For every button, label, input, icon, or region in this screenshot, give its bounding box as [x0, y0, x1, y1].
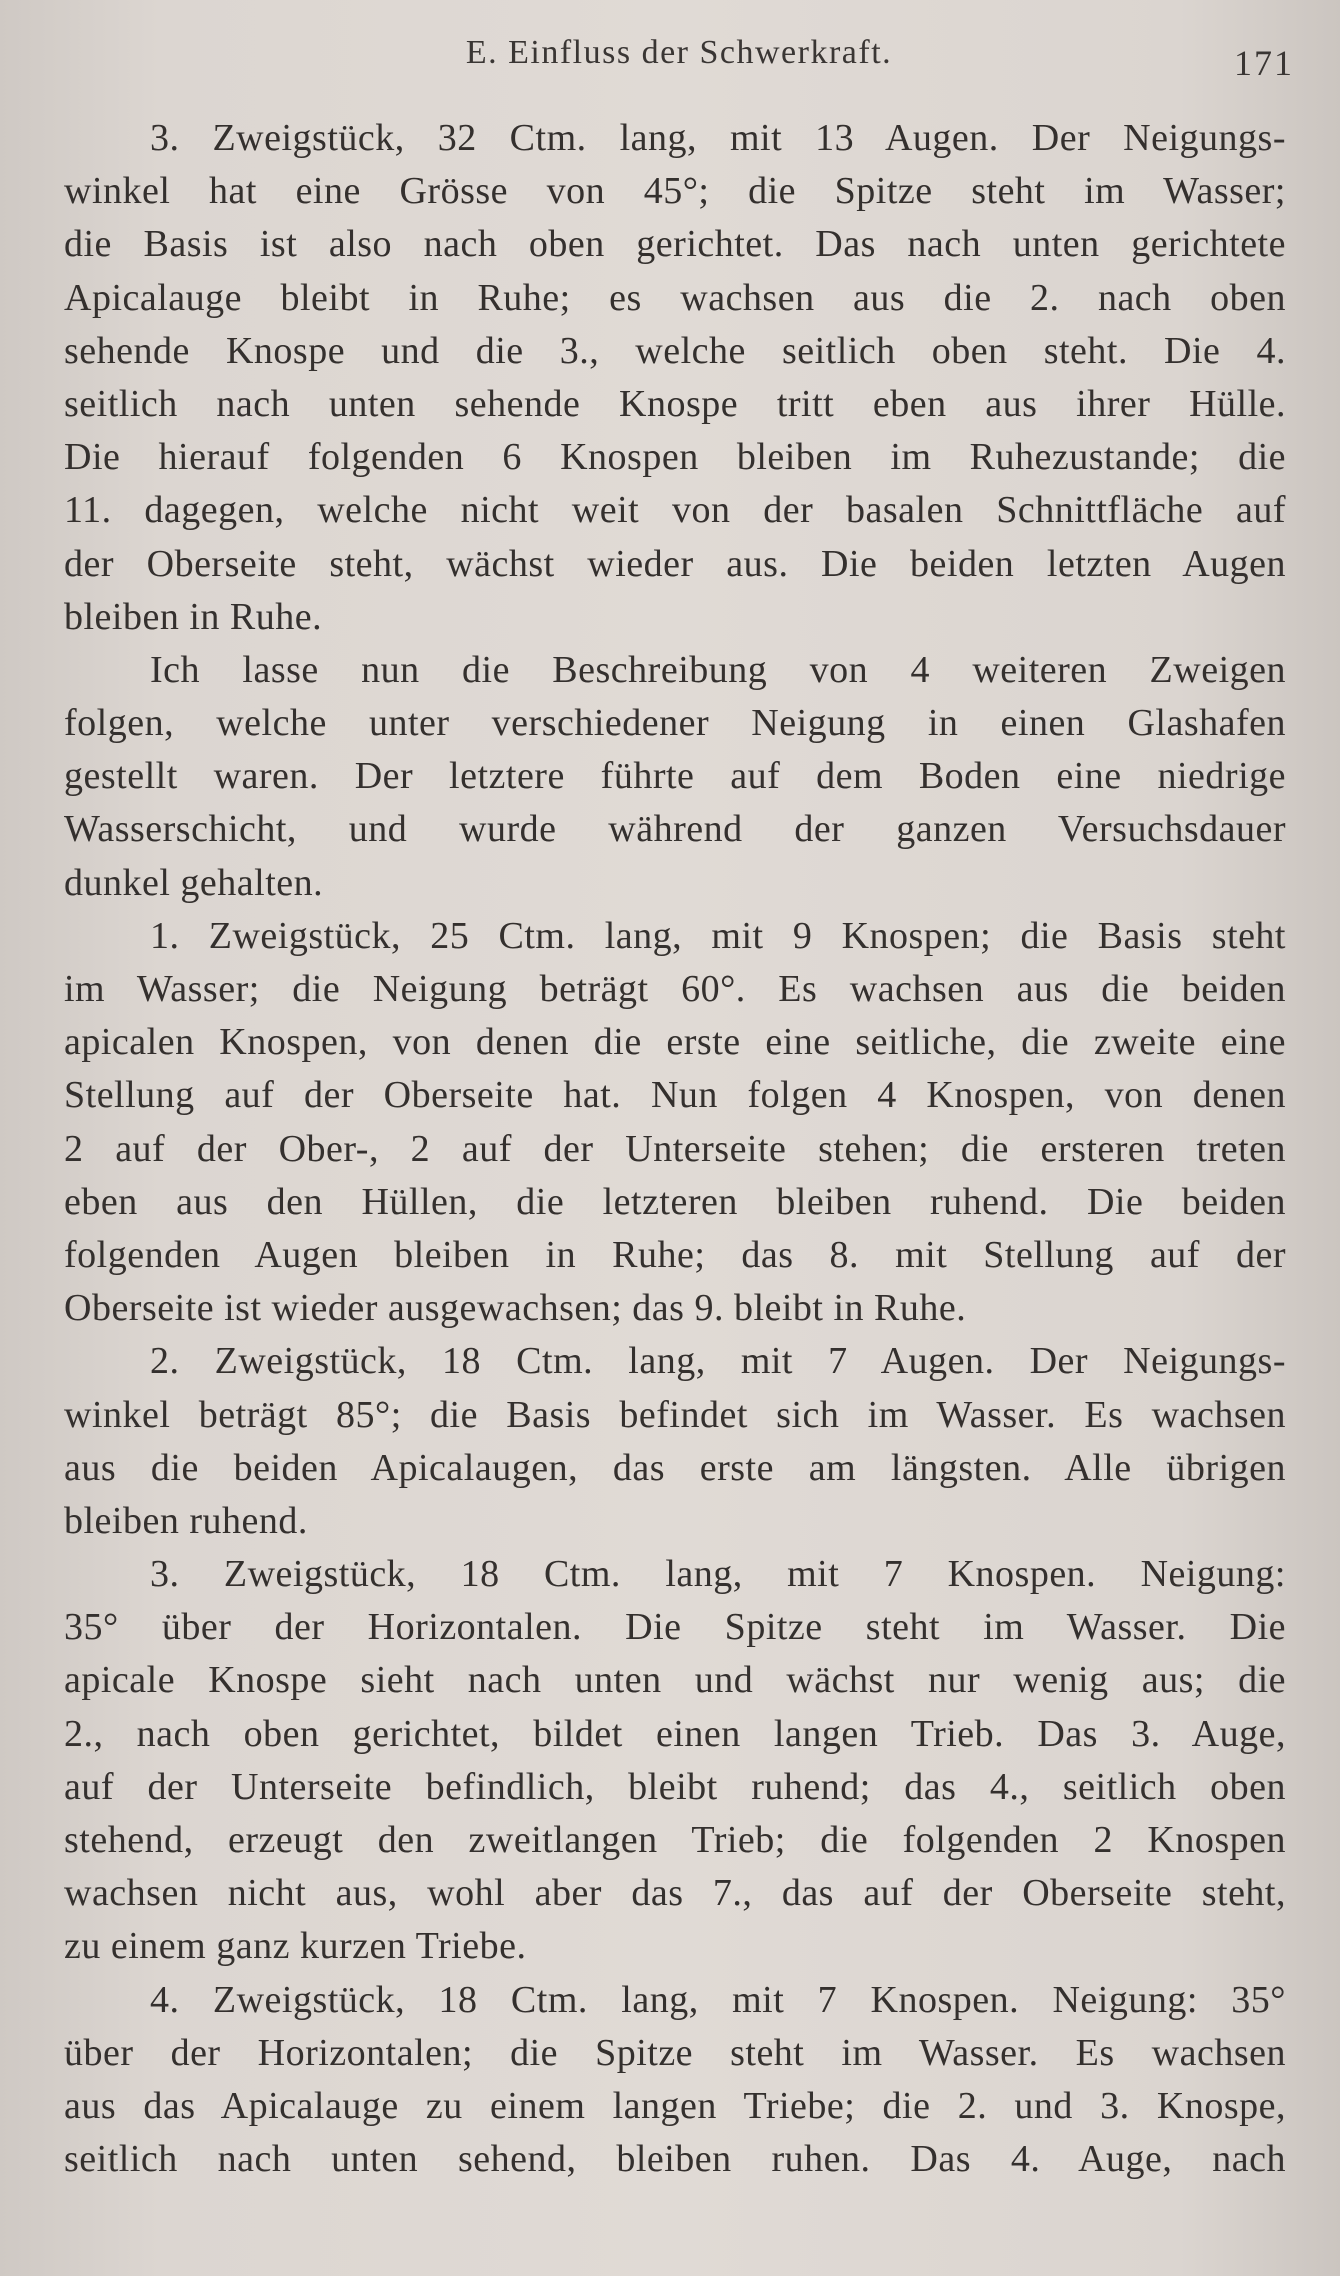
text-line: die Basis ist also nach oben gerichtet. Das nach unten gerichtete — [64, 223, 1286, 266]
text-line: der Oberseite steht, wächst wieder aus. Die beiden letzten Augen — [64, 542, 1286, 585]
text-line: Wasserschicht, und wurde während der ganzen Versuchsdauer — [64, 808, 1286, 851]
text-line: 3. Zweigstück, 18 Ctm. lang, mit 7 Knospen. Neigung: — [150, 1553, 1286, 1596]
text-line: sehende Knospe und die 3., welche seitlich oben steht. Die 4. — [64, 329, 1286, 372]
text-line: aus das Apicalauge zu einem langen Triebe; die 2. und 3. Knospe, — [64, 2084, 1286, 2127]
paragraph — [64, 1335, 1286, 1548]
text-line: eben aus den Hüllen, die letzteren bleiben ruhend. Die beiden — [64, 1180, 1286, 1223]
text-line: 4. Zweigstück, 18 Ctm. lang, mit 7 Knospen. Neigung: 35° — [150, 1978, 1286, 2021]
text-line: dunkel gehalten. — [64, 861, 324, 904]
text-line: 11. dagegen, welche nicht weit von der basalen Schnittfläche auf — [64, 489, 1286, 532]
text-line: stehend, erzeugt den zweitlangen Trieb; die folgenden 2 Knospen — [64, 1819, 1286, 1861]
page-header — [64, 28, 1294, 83]
text-line: Apicalauge bleibt in Ruhe; es wachsen aus die 2. nach oben — [64, 276, 1286, 319]
text-line: 2., nach oben gerichtet, bildet einen langen Trieb. Das 3. Auge, — [64, 1712, 1286, 1755]
text-line: winkel hat eine Grösse von 45°; die Spitze steht im Wasser; — [64, 170, 1286, 213]
text-line: seitlich nach unten sehend, bleiben ruhen. Das 4. Auge, nach — [64, 2138, 1286, 2181]
text-line: zu einem ganz kurzen Triebe. — [64, 1925, 527, 1968]
text-line: gestellt waren. Der letztere führte auf dem Boden eine niedrige — [64, 755, 1286, 798]
text-line: 1. Zweigstück, 25 Ctm. lang, mit 9 Knospen; die Basis steht — [150, 914, 1286, 957]
text-line: über der Horizontalen; die Spitze steht im Wasser. Es wachsen — [64, 2031, 1286, 2074]
text-line: Oberseite ist wieder ausgewachsen; das 9. bleibt in Ruhe. — [64, 1287, 967, 1330]
text-line: 2 auf der Ober-, 2 auf der Unterseite stehen; die ersteren treten — [64, 1127, 1286, 1170]
text-line: Ich lasse nun die Beschreibung von 4 weiteren Zweigen — [150, 648, 1286, 691]
running-head: E. Einfluss der Schwerkraft. — [465, 34, 893, 71]
text-line: Stellung auf der Oberseite hat. Nun folgen 4 Knospen, von denen — [64, 1074, 1286, 1117]
paragraph — [64, 644, 1286, 910]
text-line: im Wasser; die Neigung beträgt 60°. Es wachsen aus die beiden — [64, 968, 1286, 1010]
text-line: apicalen Knospen, von denen die erste eine seitliche, die zweite eine — [64, 1021, 1286, 1064]
paragraph — [64, 1548, 1286, 1974]
paragraph — [64, 112, 1286, 644]
page-number: 171 — [1234, 43, 1294, 83]
text-line: Die hierauf folgenden 6 Knospen bleiben im Ruhezustande; die — [64, 436, 1286, 479]
text-line: 3. Zweigstück, 32 Ctm. lang, mit 13 Augen. Der Neigungs- — [150, 117, 1286, 159]
paragraph — [64, 910, 1286, 1336]
text-line: 2. Zweigstück, 18 Ctm. lang, mit 7 Augen. Der Neigungs- — [150, 1340, 1286, 1383]
text-line: auf der Unterseite befindlich, bleibt ruhend; das 4., seitlich oben — [64, 1765, 1286, 1808]
text-line: winkel beträgt 85°; die Basis befindet sich im Wasser. Es wachsen — [64, 1393, 1286, 1436]
text-line: folgen, welche unter verschiedener Neigung in einen Glashafen — [64, 702, 1286, 745]
text-line: seitlich nach unten sehende Knospe tritt eben aus ihrer Hülle. — [64, 382, 1286, 425]
body-text — [64, 112, 1286, 2186]
text-line: aus die beiden Apicalaugen, das erste am längsten. Alle übrigen — [64, 1446, 1286, 1489]
text-line: bleiben in Ruhe. — [64, 595, 323, 638]
text-line: bleiben ruhend. — [64, 1499, 308, 1542]
text-line: wachsen nicht aus, wohl aber das 7., das auf der Oberseite steht, — [64, 1872, 1286, 1915]
text-line: 35° über der Horizontalen. Die Spitze steht im Wasser. Die — [64, 1606, 1286, 1649]
text-line: apicale Knospe sieht nach unten und wächst nur wenig aus; die — [64, 1659, 1286, 1702]
paragraph — [64, 1974, 1286, 2187]
text-line: folgenden Augen bleiben in Ruhe; das 8. mit Stellung auf der — [64, 1233, 1286, 1276]
